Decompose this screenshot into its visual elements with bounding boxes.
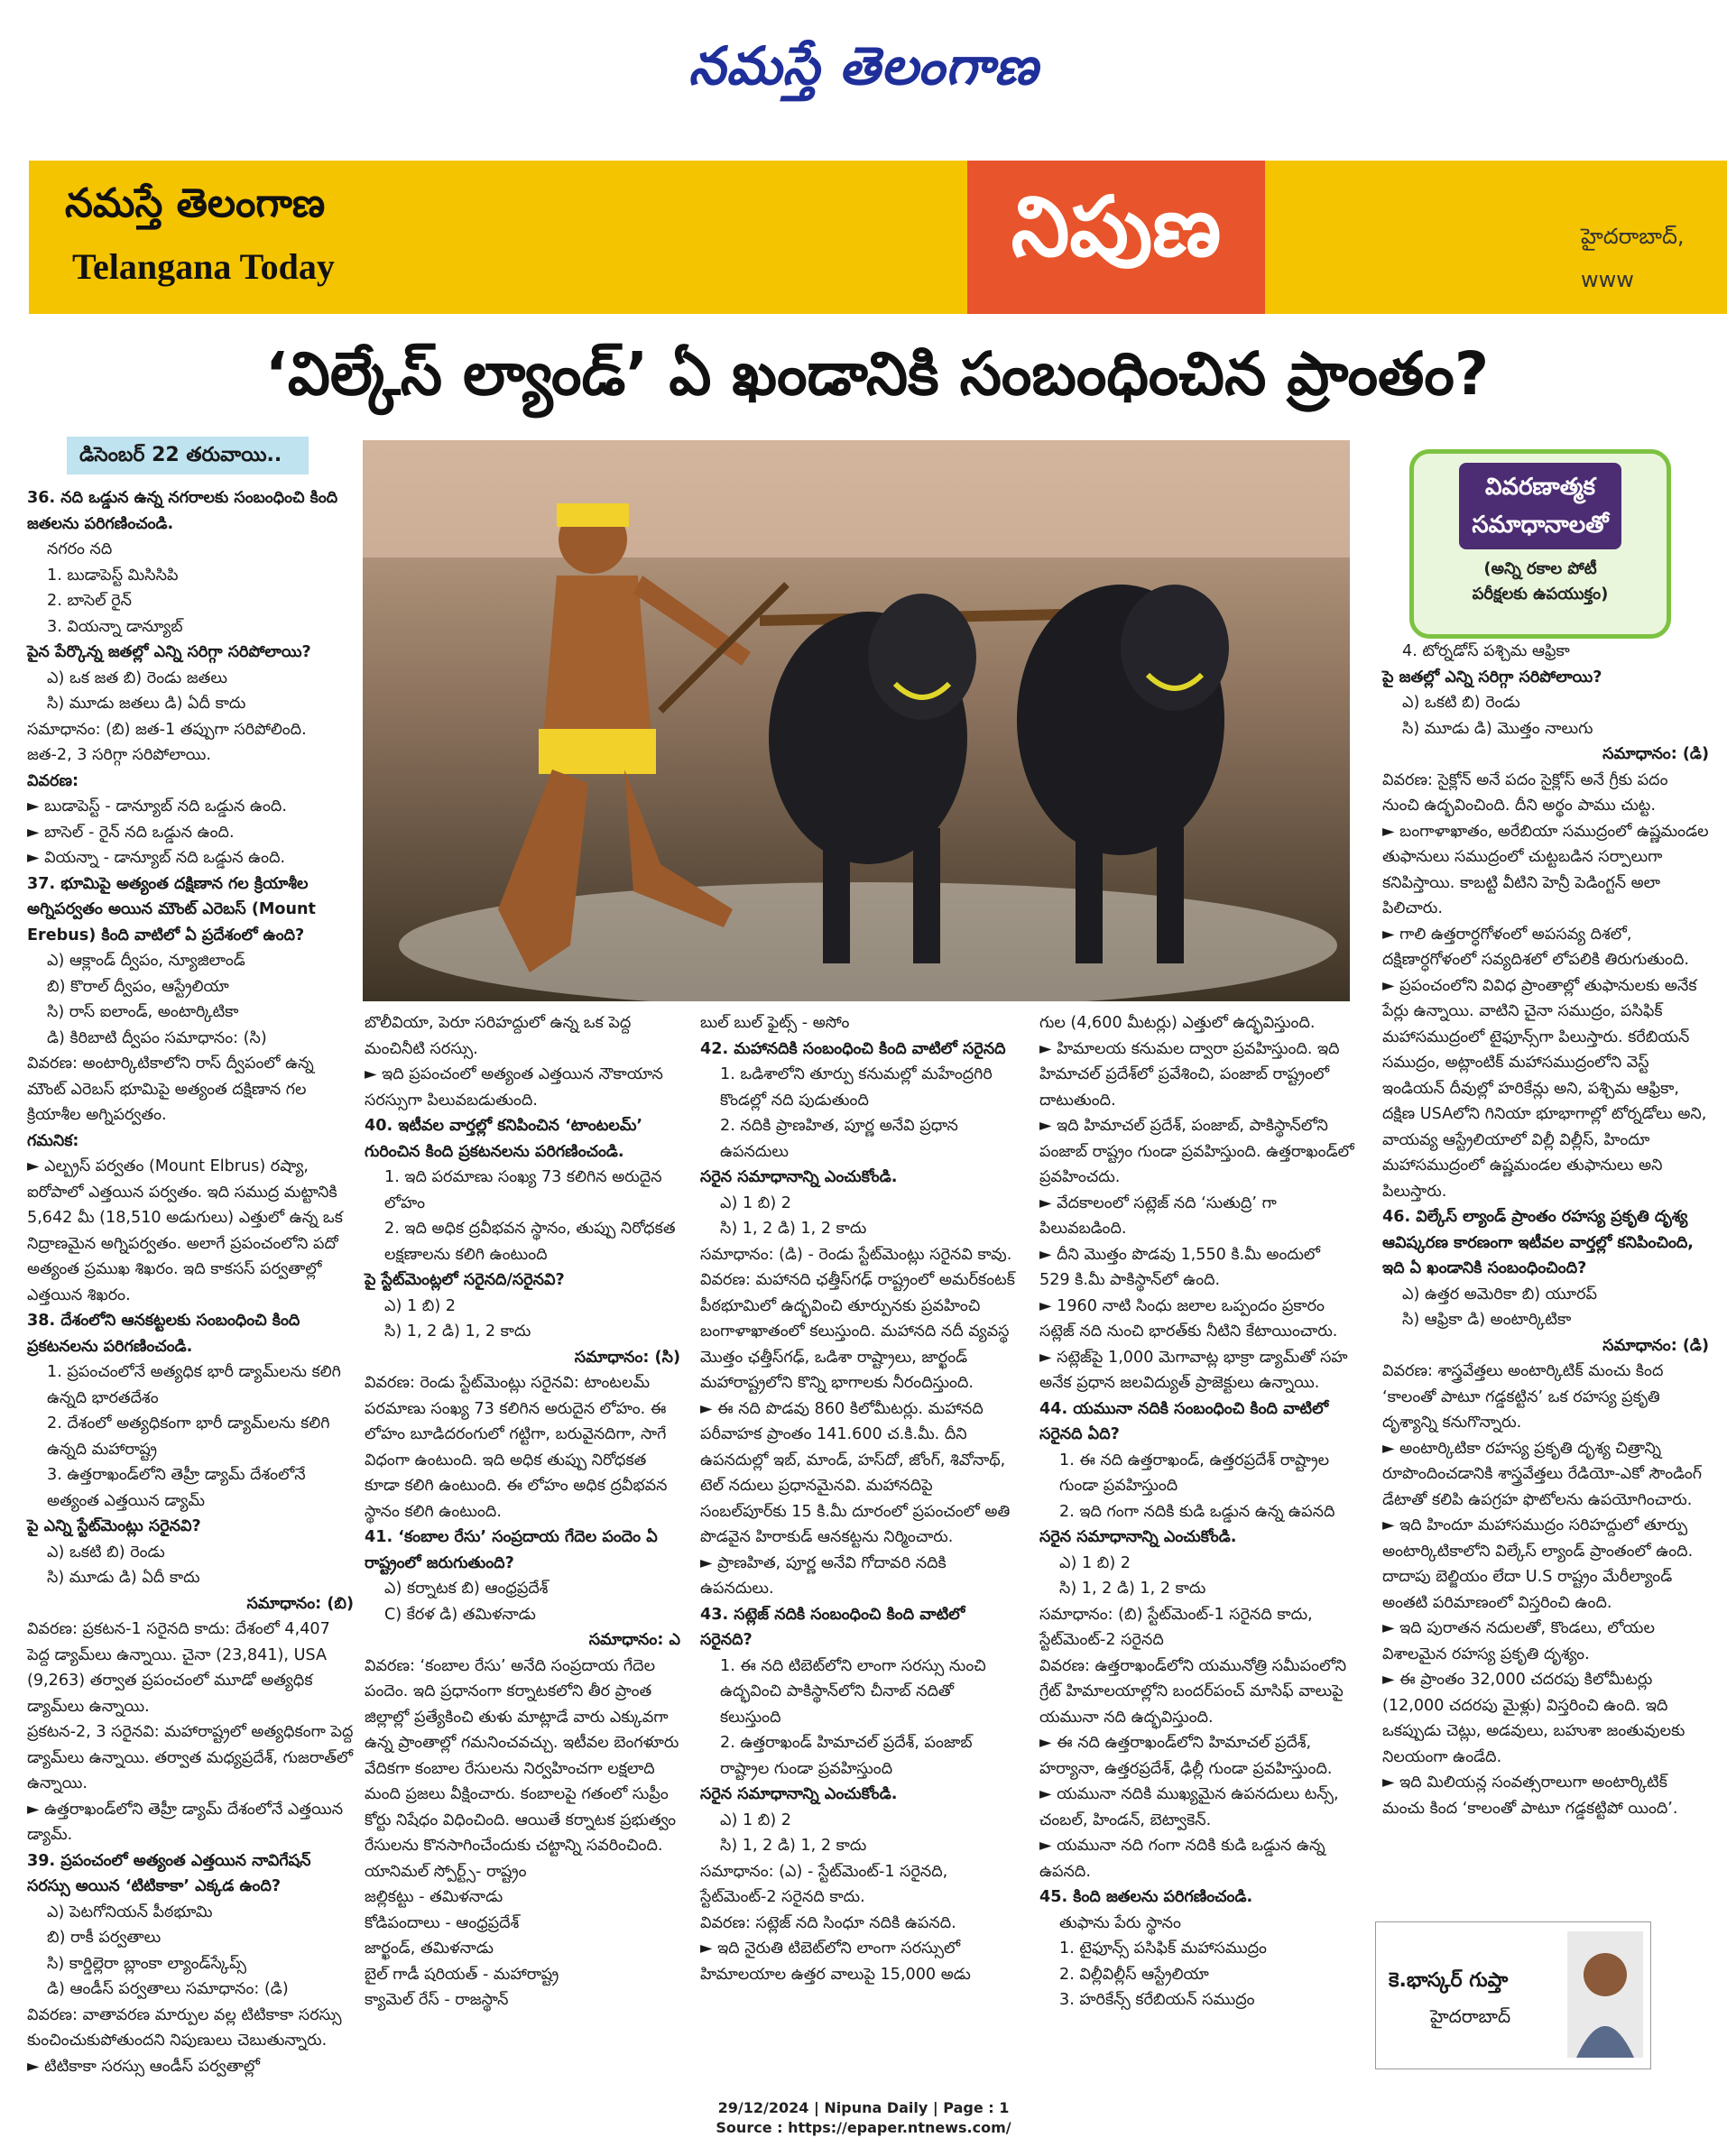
paragraph: జల్లికట్టు - తమిళనాడు	[365, 1888, 503, 1906]
paragraph: గుల (4,600 మీటర్లు) ఎత్తులో ఉద్భవిస్తుంది.	[1039, 1014, 1316, 1032]
text-column-4	[1039, 1010, 1355, 2013]
author-photo	[1567, 1931, 1643, 2058]
paragraph: ప్రకటన-2, 3 సరైనవి: మహారాష్ట్రలో అత్యధికంగా పెద్ద డ్యామ్‌లు ఉన్నాయి. తర్వాత మధ్యప్రదేశ్, గుజరాత్‌లో ఉన్నాయి.	[27, 1723, 354, 1792]
paragraph: ► ఇది మిలియన్ల సంవత్సరాలుగా అంటార్కిటిక్ మంచు కింద ‘కాలంతో పాటూ గడ్డకట్టిపో యింది’.	[1382, 1774, 1678, 1818]
paragraph: ► ఈ ప్రాంతం 32,000 చదరపు కిలోమీటర్లు (12,000 చదరపు మైళ్లు) విస్తరించి ఉంది. ఇది ఒకప్పుడు చెట్లు, అడవులు, బహుశా జంతువులకు నిలయంగా ఉండేది.	[1382, 1671, 1685, 1766]
paragraph: పై ఎన్ని స్టేట్‌మెంట్లు సరైనవి?	[27, 1517, 201, 1535]
paragraph: బైల్ గాడీ షరియత్ - మహారాష్ట్ర	[365, 1965, 559, 1984]
paragraph: 1. ఒడిశాలోని తూర్పు కనుమల్లో మహేంద్రగిరి కొండల్లో నది పుడుతుంది	[720, 1065, 993, 1110]
paragraph: వివరణ: మహానది ఛత్తీస్‌గఢ్ రాష్ట్రంలో అమర్‌కంటక్ పీఠభూమిలో ఉద్భవించి తూర్పునకు ప్రవహించి బంగాళాఖాతంలో కలుస్తుంది. మహానది నదీ వ్యవస్థ మొత్తం ఛత్తీస్‌గఢ్, ఒడిశా రాష్ట్రాలు, జార్ఖండ్ మహారాష్ట్రలోని కొన్ని భాగాలకు నీరందిస్తుంది.	[700, 1271, 1015, 1392]
callout-line1: వివరణాత్మక	[1485, 474, 1595, 501]
paragraph: డి) ఆండీస్ పర్వతాలు సమాధానం: (డి)	[47, 1980, 289, 1998]
paragraph: వివరణ: ‘కంబాల రేసు’ అనేది సంప్రదాయ గేదెల పందెం. ఇది ప్రధానంగా కర్నాటకలోని తీర ప్రాంత జిల్లాల్లో ప్రత్యేకించి తుళు మాట్లాడే వారు ఎక్కువగా ఉన్న ప్రాంతాల్లో గమనించవచ్చు. ఇటీవల బెంగళూరు వేదికగా కంబాల రేసులను నిర్వహించగా లక్షలాది మంది ప్రజలు వీక్షించారు. కంబాలపై గతంలో సుప్రీం కోర్టు నిషేధం విధించింది. ఆయితే కర్నాటక ప్రభుత్వం రేసులను కొనసాగించేందుకు చట్టాన్ని సవరించింది.	[365, 1656, 679, 1855]
paragraph: 40. ఇటీవల వార్తల్లో కనిపించిన ‘టాంటలమ్’ గురించిన కింది ప్రకటనలను పరిగణించండి.	[365, 1117, 643, 1161]
paragraph: సి) 1, 2 డి) 1, 2 కాదు	[720, 1837, 867, 1855]
paragraph: బుల్ బుల్ ఫైట్స్ - అసోం	[700, 1014, 850, 1032]
paragraph: ఎ) 1 బి) 2	[384, 1296, 456, 1315]
text-column-2	[365, 1010, 680, 2013]
banner-web: www	[1581, 267, 1634, 292]
paragraph: 2. ఇది గంగా నదికి కుడి ఒడ్డున ఉన్న ఉపనది	[1059, 1502, 1335, 1521]
section-title-block	[967, 161, 1265, 314]
paragraph: సమాధానం: (బి)	[246, 1594, 354, 1613]
banner-city: హైదరాబాద్,	[1581, 224, 1685, 249]
paragraph: సి) మూడు డి) ఏదీ కాదు	[47, 1569, 200, 1587]
paragraph: 46. విల్కేస్ ల్యాండ్ ప్రాంతం రహస్య ప్రకృతి దృశ్య ఆవిష్కరణ కారణంగా ఇటీవల వార్తల్లో కనిపించింది, ఇది ఏ ఖండానికి సంబంధించింది?	[1382, 1208, 1694, 1277]
paragraph: సమాధానం: (డి)	[1602, 745, 1709, 763]
paragraph: 3. హరికేన్స్ కరేబియన్ సముద్రం	[1059, 1991, 1255, 2009]
paragraph: పై స్టేట్‌మెంట్లలో సరైనది/సరైనవి?	[365, 1271, 565, 1289]
paragraph: ఎ) 1 బి) 2	[720, 1810, 791, 1829]
paragraph: 43. సట్లెజ్ నదికి సంబంధించి కింది వాటిలో సరైనది?	[700, 1605, 965, 1649]
banner-right-text	[1581, 215, 1685, 301]
paragraph: C) కేరళ డి) తమిళనాడు	[384, 1605, 536, 1624]
paragraph: 2. బాసెల్ రైన్	[47, 592, 133, 610]
paragraph: సి) ఆఫ్రికా డి) అంటార్కిటికా	[1402, 1311, 1572, 1329]
footer-date-line: 29/12/2024 | Nipuna Daily | Page : 1	[717, 2099, 1010, 2116]
paragraph: ► గాలి ఉత్తరార్ధగోళంలో అపసవ్య దిశలో, దక్షిణార్ధగోళంలో సవ్యదిశలో లోపలికి తిరుగుతుంది.	[1382, 925, 1689, 969]
paragraph: ఎ) పెటగోనియన్ పీఠభూమి	[47, 1903, 213, 1921]
paragraph: 41. ‘కంబాల రేసు’ సంప్రదాయ గేదెల పందెం ఏ రాష్ట్రంలో జరుగుతుంది?	[365, 1528, 658, 1572]
paragraph: సమాధానం: (బి) జత-1 తప్పుగా సరిపోలింది. జత-2, 3 సరిగ్గా సరిపోలాయి.	[27, 720, 307, 764]
paragraph: వివరణ:	[27, 771, 79, 790]
paragraph: సమాధానం: (డి) - రెండు స్టేట్‌మెంట్లు సరైనవి కావు.	[700, 1245, 1012, 1264]
paragraph: పైన పేర్కొన్న జతల్లో ఎన్ని సరిగ్గా సరిపోలాయి?	[27, 643, 311, 661]
paragraph: ► సట్లెజ్‌పై 1,000 మెగావాట్ల భాక్రా డ్యామ్‌తో సహ అనేక ప్రధాన జలవిద్యుత్ ప్రాజెక్టులు ఉన్నాయి.	[1039, 1348, 1348, 1392]
paragraph: క్యామెల్ రేస్ - రాజస్థాన్	[365, 1991, 509, 2009]
callout-line3: (అన్ని రకాల పోటీ	[1483, 559, 1597, 578]
paragraph: సరైన సమాధానాన్ని ఎంచుకోండి.	[700, 1168, 898, 1186]
paragraph: బి) కొరాల్ ద్వీపం, ఆస్ట్రేలియా	[47, 977, 229, 996]
paragraph: ► ఈ నది పొడవు 860 కిలోమీటర్లు. మహానది పరీవాహక ప్రాంతం 141.600 చ.కి.మీ. దీని ఉపనదుల్లో ఇబ్, మాండ్, హస్‌దో, జోంగ్, శివోనాథ్, టెల్ నదులు ప్రధానమైనవి. మహానదిపై సంబల్‌పూర్‌కు 15 కి.మీ దూరంలో ప్రపంచంలో అతి పొడవైన హిరాకుడ్ ఆనకట్టను నిర్మించారు.	[700, 1399, 1011, 1546]
paragraph: సి) 1, 2 డి) 1, 2 కాదు	[720, 1220, 867, 1238]
paragraph: 37. భూమిపై అత్యంత దక్షిణాన గల క్రియాశీల అగ్నిపర్వతం అయిన మౌంట్ ఎరెబస్ (Mount Erebus) కింది వాటిలో ఏ ప్రదేశంలో ఉంది?	[27, 874, 316, 944]
paragraph: వివరణ: సైక్లోన్ అనే పదం సైక్లోస్ అనే గ్రీకు పదం నుంచి ఉద్భవించింది. దీని అర్థం పాము చుట్ట.	[1382, 770, 1668, 815]
callout-line2: సమాధానాలతో	[1472, 511, 1609, 539]
paragraph: వివరణ: వాతావరణ మార్పుల వల్ల టిటికాకా సరస్సు కుంచించుకుపోతుందని నిపుణులు చెబుతున్నారు.	[27, 2005, 342, 2050]
paragraph: ► హిమాలయ కనుమల ద్వారా ప్రవహిస్తుంది. ఇది హిమాచల్ ప్రదేశ్‌లో ప్రవేశించి, పంజాబ్ రాష్ట్రంలో దాటుతుంది.	[1039, 1039, 1340, 1110]
paragraph: వివరణ: ప్రకటన-1 సరైనది కాదు: దేశంలో 4,407 పెద్ద డ్యామ్‌లు ఉన్నాయి. చైనా (23,841), USA (9,263) తర్వాత ప్రపంచంలో మూడో అత్యధిక డ్యామ్‌లు ఉన్నాయి.	[27, 1620, 330, 1716]
paragraph: ► 1960 నాటి సింధు జలాల ఒప్పందం ప్రకారం సట్లెజ్ నది నుంచి భారత్‌కు నీటిని కేటాయించారు.	[1039, 1296, 1338, 1341]
paragraph: సరైన సమాధానాన్ని ఎంచుకోండి.	[700, 1785, 898, 1803]
paragraph: 1. ఇది పరమాణు సంఖ్య 73 కలిగిన అరుదైన లోహం	[384, 1168, 662, 1212]
paragraph: 2. ఇది అధిక ద్రవీభవన స్థానం, తుప్పు నిరోధకత లక్షణాలను కలిగి ఉంటుంది	[384, 1220, 676, 1264]
paragraph: 39. ప్రపంచంలో అత్యంత ఎత్తయిన నావిగేషన్ సరస్సు అయిన ‘టిటికాకా’ ఎక్కడ ఉంది?	[27, 1851, 311, 1895]
paragraph: 44. యమునా నదికి సంబంధించి కింది వాటిలో సరైనది ఏది?	[1039, 1399, 1329, 1443]
paragraph: 36. నది ఒడ్డున ఉన్న నగరాలకు సంబంధించి కింది జతలను పరిగణించండి.	[27, 489, 338, 533]
paragraph: ► ఇది నైరుతి టిబెట్‌లోని లాంగా సరస్సులో హిమాలయాల ఉత్తర వాలుపై 15,000 అడు	[700, 1939, 971, 1984]
paragraph: ► ఎల్బ్రస్ పర్వతం (Mount Elbrus) రష్యా, ఐరోపాలో ఎత్తయిన పర్వతం. ఇది సముద్ర మట్టానికి 5,642 మీ (18,510 అడుగులు) ఎత్తులో ఉన్న ఒక నిద్రాణమైన అగ్నిపర్వతం. అలాగే ప్రపంచంలోని పదో అత్యంత ప్రముఖ శిఖరం. ఇది కాకసస్ పర్వతాల్లో ఎత్తయిన శిఖరం.	[27, 1157, 343, 1304]
paragraph: వివరణ: ఉత్తరాఖండ్‌లోని యమునోత్రి సమీపంలోని గ్రేట్ హిమాలయాల్లోని బందర్‌పంచ్ మాసిఫ్ వాలుపై యమునా నది ఉద్భవిస్తుంది.	[1039, 1656, 1347, 1727]
paragraph: సమాధానం: ఎ	[588, 1631, 680, 1649]
paragraph: ఎ) ఒకటి బి) రెండు	[1402, 694, 1520, 712]
paragraph: సి) రాస్ ఐలాండ్, అంటార్కిటికా	[47, 1003, 239, 1021]
callout-note	[1414, 557, 1667, 607]
headline: ‘విల్కేస్ ల్యాండ్’ ఏ ఖండానికి సంబంధించిన ప్రాంతం?	[264, 338, 1490, 409]
paragraph: ► అంటార్కిటికా రహస్య ప్రకృతి దృశ్య చిత్రాన్ని రూపొందించడానికి శాస్త్రవేత్తలు రేడియో-ఎకో సౌండింగ్ డేటాతో కలిపి ఉపగ్రహ ఫొటోలను ఉపయోగించారు.	[1382, 1439, 1703, 1509]
callout-heading	[1459, 463, 1621, 549]
paragraph: 1. ఈ నది ఉత్తరాఖండ్, ఉత్తరప్రదేశ్ రాష్ట్రాల గుండా ప్రవహిస్తుంది	[1059, 1451, 1330, 1495]
paragraph: 1. టైఫూన్స్ పసిఫిక్ మహాసముద్రం	[1059, 1939, 1267, 1958]
paragraph: సి) 1, 2 డి) 1, 2 కాదు	[1059, 1580, 1206, 1598]
paragraph: ► ఉత్తరాఖండ్‌లోని తెహ్రీ డ్యామ్ దేశంలోనే ఎత్తయిన డ్యామ్.	[27, 1800, 344, 1844]
paragraph: ఎ) ఆక్లాండ్ ద్వీపం, న్యూజిలాండ్	[47, 952, 245, 970]
paragraph: 45. కింది జతలను పరిగణించండి.	[1039, 1888, 1253, 1906]
paragraph: వివరణ: అంటార్కిటికాలోని రాస్ ద్వీపంలో ఉన్న మౌంట్ ఎరెబస్ భూమిపై అత్యంత దక్షిణాన గల క్రియాశీల అగ్నిపర్వతం.	[27, 1055, 314, 1124]
paragraph: గమనిక:	[27, 1131, 79, 1150]
paragraph: సరైన సమాధానాన్ని ఎంచుకోండి.	[1039, 1528, 1237, 1546]
paragraph: వివరణ: రెండు స్టేట్‌మెంట్లు సరైనవి: టాంటలమ్ పరమాణు సంఖ్య 73 కలిగిన అరుదైన లోహం. ఈ లోహం బూడిదరంగులో గట్టిగా, బరువైనదిగా, సాగే విధంగా ఉంటుంది. ఇది అధిక తుప్పు నిరోధకత కూడా కలిగి ఉంటుంది. ఈ లోహం అధిక ద్రవీభవన స్థానం కలిగి ఉంటుంది.	[365, 1374, 668, 1521]
paragraph: యానిమల్ స్పోర్ట్స్- రాష్ట్రం	[365, 1862, 527, 1881]
paragraph: ఎ) కర్నాటక బి) ఆంధ్రప్రదేశ్	[384, 1580, 549, 1598]
paragraph: కోడిపందాలు - ఆంధ్రప్రదేశ్	[365, 1913, 520, 1932]
paragraph: ► టిటికాకా సరస్సు ఆండీస్ పర్వతాల్లో	[27, 2057, 260, 2076]
paragraph: 3. ఉత్తరాఖండ్‌లోని తెహ్రీ డ్యామ్ దేశంలోనే అత్యంత ఎత్తయిన డ్యామ్	[47, 1466, 306, 1510]
paragraph: ► ఇది హిమాచల్ ప్రదేశ్, పంజాబ్, పాకిస్థాన్‌లోని పంజాబ్ రాష్ట్రం గుండా ప్రవహిస్తుంది. ఉత్తరాఖండ్‌లో ప్రవహించదు.	[1039, 1117, 1354, 1186]
paragraph: 42. మహానదికి సంబంధించి కింది వాటిలో సరైనది	[700, 1039, 1006, 1058]
paragraph: ఎ) ఉత్తర అమెరికా బి) యూరప్	[1402, 1285, 1598, 1304]
paragraph: ఎ) 1 బి) 2	[720, 1193, 791, 1212]
masthead	[0, 0, 1727, 144]
paragraph: సమాధానం: (ఎ) - స్టేట్‌మెంట్-1 సరైనది, స్టేట్‌మెంట్-2 సరైనది కాదు.	[700, 1862, 948, 1906]
paragraph: 38. దేశంలోని ఆనకట్టలకు సంబంధించి కింది ప్రకటనలను పరిగణించండి.	[27, 1312, 300, 1356]
brand-telugu: నమస్తే తెలంగాణ	[65, 180, 326, 226]
paragraph: 2. ఉత్తరాఖండ్ హిమాచల్ ప్రదేశ్, పంజాబ్ రాష్ట్రాల గుండా ప్రవహిస్తుంది	[720, 1734, 973, 1778]
paragraph: ఎ) ఒకటి బి) రెండు	[47, 1543, 165, 1562]
paragraph: 1. ఈ నది టిబెట్‌లోని లాంగా సరస్సు నుంచి ఉద్భవించి పాకిస్థాన్‌లోని చీనాబ్ నదితో కలుస్తుంది	[720, 1656, 986, 1727]
continuation-tag: డిసెంబర్ 22 తరువాయి..	[67, 437, 309, 475]
paragraph: ► ప్రపంచంలోని వివిధ ప్రాంతాల్లో తుఫానులకు అనేక పేర్లు ఉన్నాయి. వాటిని చైనా సముద్రం, పసిఫిక్ మహాసముద్రంలో టైఫూన్స్‌గా పిలుస్తారు. కరేబియన్ సముద్రం, అట్లాంటిక్ మహాసముద్రంలోని వెస్ట్ ఇండియన్ దీవుల్లో హరికేన్లు అని, పశ్చిమ ఆఫ్రికా, దక్షిణ USAలోని గినియా భూభాగాల్లో టోర్నడోలు అని, వాయవ్య ఆస్ట్రేలియాలో విల్లీ విల్లీస్, హిందూ మహాసముద్రంలో ఉష్ణమండల తుఫానులు అని పిలుస్తారు.	[1382, 976, 1707, 1201]
explanation-callout	[1409, 449, 1671, 639]
kambala-race-photo	[363, 440, 1350, 1001]
paragraph: ► ప్రాణహిత, పూర్ణ అనేవి గోదావరి నదికి ఉపనదులు.	[700, 1553, 947, 1598]
paragraph: 2. విల్లీవిల్లీస్ ఆస్ట్రేలియా	[1059, 1965, 1209, 1984]
masthead-title: నమస్తే తెలంగాణ	[688, 34, 1039, 97]
text-column-3	[700, 1010, 1016, 1987]
paragraph: 1. ప్రపంచంలోనే అత్యధిక భారీ డ్యామ్‌లను కలిగి ఉన్నది భారతదేశం	[47, 1363, 341, 1407]
paragraph: ► బుడాపెస్ట్ - డాన్యూబ్ నది ఒడ్డున ఉంది.	[27, 797, 287, 815]
paragraph: 3. వియన్నా డాన్యూబ్	[47, 617, 183, 636]
paragraph: ► బంగాళాఖాతం, అరేబియా సముద్రంలో ఉష్ణమండల తుఫానులు సముద్రంలో చుట్టబడిన సర్పాలుగా కనిపిస్తాయి. కాబట్టి వీటిని హెన్రీ పెడింగ్టన్ అలా పిలిచారు.	[1382, 822, 1709, 917]
paragraph: ఎ) ఒక జత బి) రెండు జతలు	[47, 668, 227, 687]
paragraph: సమాధానం: (బి) స్టేట్‌మెంట్-1 సరైనది కాదు, స్టేట్‌మెంట్-2 సరైనది	[1039, 1605, 1313, 1649]
paragraph: పై జతల్లో ఎన్ని సరిగ్గా సరిపోలాయి?	[1382, 668, 1602, 686]
author-box	[1375, 1921, 1651, 2069]
paragraph: బి) రాకీ పర్వతాలు	[47, 1929, 162, 1947]
paragraph: తుఫాను పేరు స్థానం	[1059, 1913, 1181, 1932]
paragraph: 1. బుడాపెస్ట్ మిసిసిపి	[47, 566, 179, 585]
page-footer	[0, 2098, 1727, 2138]
paragraph: 2. దేశంలో అత్యధికంగా భారీ డ్యామ్‌లను కలిగి ఉన్నది మహారాష్ట్ర	[47, 1414, 330, 1459]
paragraph: ► వియన్నా - డాన్యూబ్ నది ఒడ్డున ఉంది.	[27, 849, 286, 867]
paragraph: జార్ఖండ్, తమిళనాడు	[365, 1939, 494, 1958]
paragraph: సి) 1, 2 డి) 1, 2 కాదు	[384, 1322, 531, 1341]
footer-source-line: Source : https://epaper.ntnews.com/	[716, 2119, 1011, 2136]
paragraph: ► దీని మొత్తం పొడవు 1,550 కి.మీ అందులో 529 కి.మీ పాకిస్థాన్‌లో ఉంది.	[1039, 1245, 1321, 1289]
paragraph: వివరణ: సట్లెజ్ నది సింధూ నదికి ఉపనది.	[700, 1913, 956, 1932]
paragraph: ► ఇది ప్రపంచంలో అత్యంత ఎత్తయిన నౌకాయాన సరస్సుగా పిలువబడుతుంది.	[365, 1065, 663, 1110]
brand-english: Telangana Today	[72, 246, 335, 287]
paragraph: ► వేదకాలంలో సట్లెజ్ నది ‘సుతుద్రి’ గా పిలువబడింది.	[1039, 1193, 1277, 1238]
paragraph: వివరణ: శాస్త్రవేత్తలు అంటార్కిటిక్ మంచు కింద ‘కాలంతో పాటూ గడ్డకట్టిన’ ఒక రహస్య ప్రకృతి దృశ్యాన్ని కనుగొన్నారు.	[1382, 1362, 1664, 1432]
section-banner	[29, 161, 1727, 314]
paragraph: డి) కిరిబాటి ద్వీపం సమాధానం: (సి)	[47, 1028, 267, 1047]
paragraph: ► యమునా నదికి ముఖ్యమైన ఉపనదులు టన్స్, చంబల్, హిండన్, బెట్వాకెన్.	[1039, 1785, 1339, 1829]
paragraph: సి) మూడు జతలు డి) ఏదీ కాదు	[47, 695, 246, 713]
paragraph: ఎ) 1 బి) 2	[1059, 1553, 1131, 1572]
paragraph: ► ఇది హిందూ మహాసముద్రం సరిహద్దులో తూర్పు అంటార్కిటికాలోని విల్కేస్ ల్యాండ్ ప్రాంతంలో ఉంది. దాదాపు బెల్జియం లేదా U.S రాష్ట్రం మేరీల్యాండ్ అంతటి పరిమాణంలో విస్తరించి ఉంది.	[1382, 1516, 1694, 1612]
paragraph: సి) మూడు డి) మొత్తం నాలుగు	[1402, 719, 1593, 738]
paragraph: ► బాసెల్ - రైన్ నది ఒడ్డున ఉంది.	[27, 823, 235, 842]
paragraph: ► ఇది పురాతన నదులతో, కొండలు, లోయల విశాలమైన రహస్య ప్రకృతి దృశ్యం.	[1382, 1619, 1655, 1663]
author-place: హైదరాబాద్	[1430, 2005, 1511, 2027]
paragraph: ► యమునా నది గంగా నదికి కుడి ఒడ్డున ఉన్న ఉపనది.	[1039, 1837, 1325, 1881]
paragraph: 2. నదికి ప్రాణహిత, పూర్ణ అనేవి ప్రధాన ఉపనదులు	[720, 1117, 958, 1161]
paragraph: బొలీవియా, పెరూ సరిహద్దులో ఉన్న ఒక పెద్ద మంచినీటి సరస్సు.	[365, 1014, 632, 1058]
paragraph: సమాధానం: (సి)	[574, 1348, 680, 1367]
paragraph: 4. టోర్నడోస్ పశ్చిమ ఆఫ్రికా	[1402, 642, 1570, 660]
paragraph: ► ఈ నది ఉత్తరాఖండ్‌లోని హిమాచల్ ప్రదేశ్, హర్యానా, ఉత్తరప్రదేశ్, ఢిల్లీ గుండా ప్రవహిస్తుంది.	[1039, 1734, 1333, 1778]
paragraph: నగరం నది	[47, 540, 113, 558]
paragraph: సి) కార్డిల్లెరా బ్లాంకా ల్యాండ్‌స్కేప్స్	[47, 1954, 246, 1973]
paragraph: సమాధానం: (డి)	[1602, 1336, 1709, 1355]
callout-line4: పరీక్షలకు ఉపయుక్తం)	[1472, 585, 1609, 603]
text-column-5	[1382, 639, 1709, 1821]
section-title: నిపుణ	[1011, 179, 1222, 275]
author-name: కె.భాస్కర్ గుప్తా	[1389, 1969, 1509, 1992]
text-column-1	[27, 485, 354, 2079]
